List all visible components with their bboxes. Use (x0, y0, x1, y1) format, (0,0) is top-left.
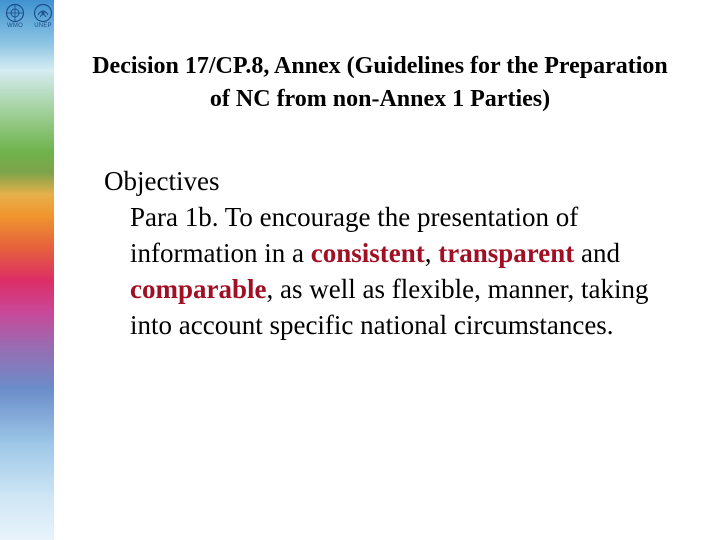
objectives-heading: Objectives (104, 166, 220, 196)
unep-logo-label: UNEP (34, 23, 52, 29)
para-comma: , (424, 238, 439, 268)
para-text-suffix: , as well as flexible, manner, taking into account specific national circumstances. (130, 274, 649, 340)
para-and: and (574, 238, 620, 268)
unep-logo (32, 3, 54, 30)
term-consistent: consistent (310, 238, 425, 268)
para-text-prefix: Para 1b. To encourage the presentation of information in a (130, 202, 579, 268)
term-comparable: comparable (130, 274, 267, 304)
wmo-logo (4, 3, 26, 30)
slide-body (104, 163, 704, 343)
wmo-emblem-icon (4, 3, 26, 23)
logo-group (4, 3, 54, 30)
wmo-logo-label: WMO (7, 23, 23, 29)
objectives-paragraph (130, 199, 675, 343)
slide-title: Decision 17/CP.8, Annex (Guidelines for the Preparation of NC from non-Annex 1 Parties) (92, 53, 668, 112)
unep-emblem-icon (32, 3, 54, 23)
decorative-color-band (0, 0, 54, 540)
term-transparent: transparent (438, 238, 575, 268)
